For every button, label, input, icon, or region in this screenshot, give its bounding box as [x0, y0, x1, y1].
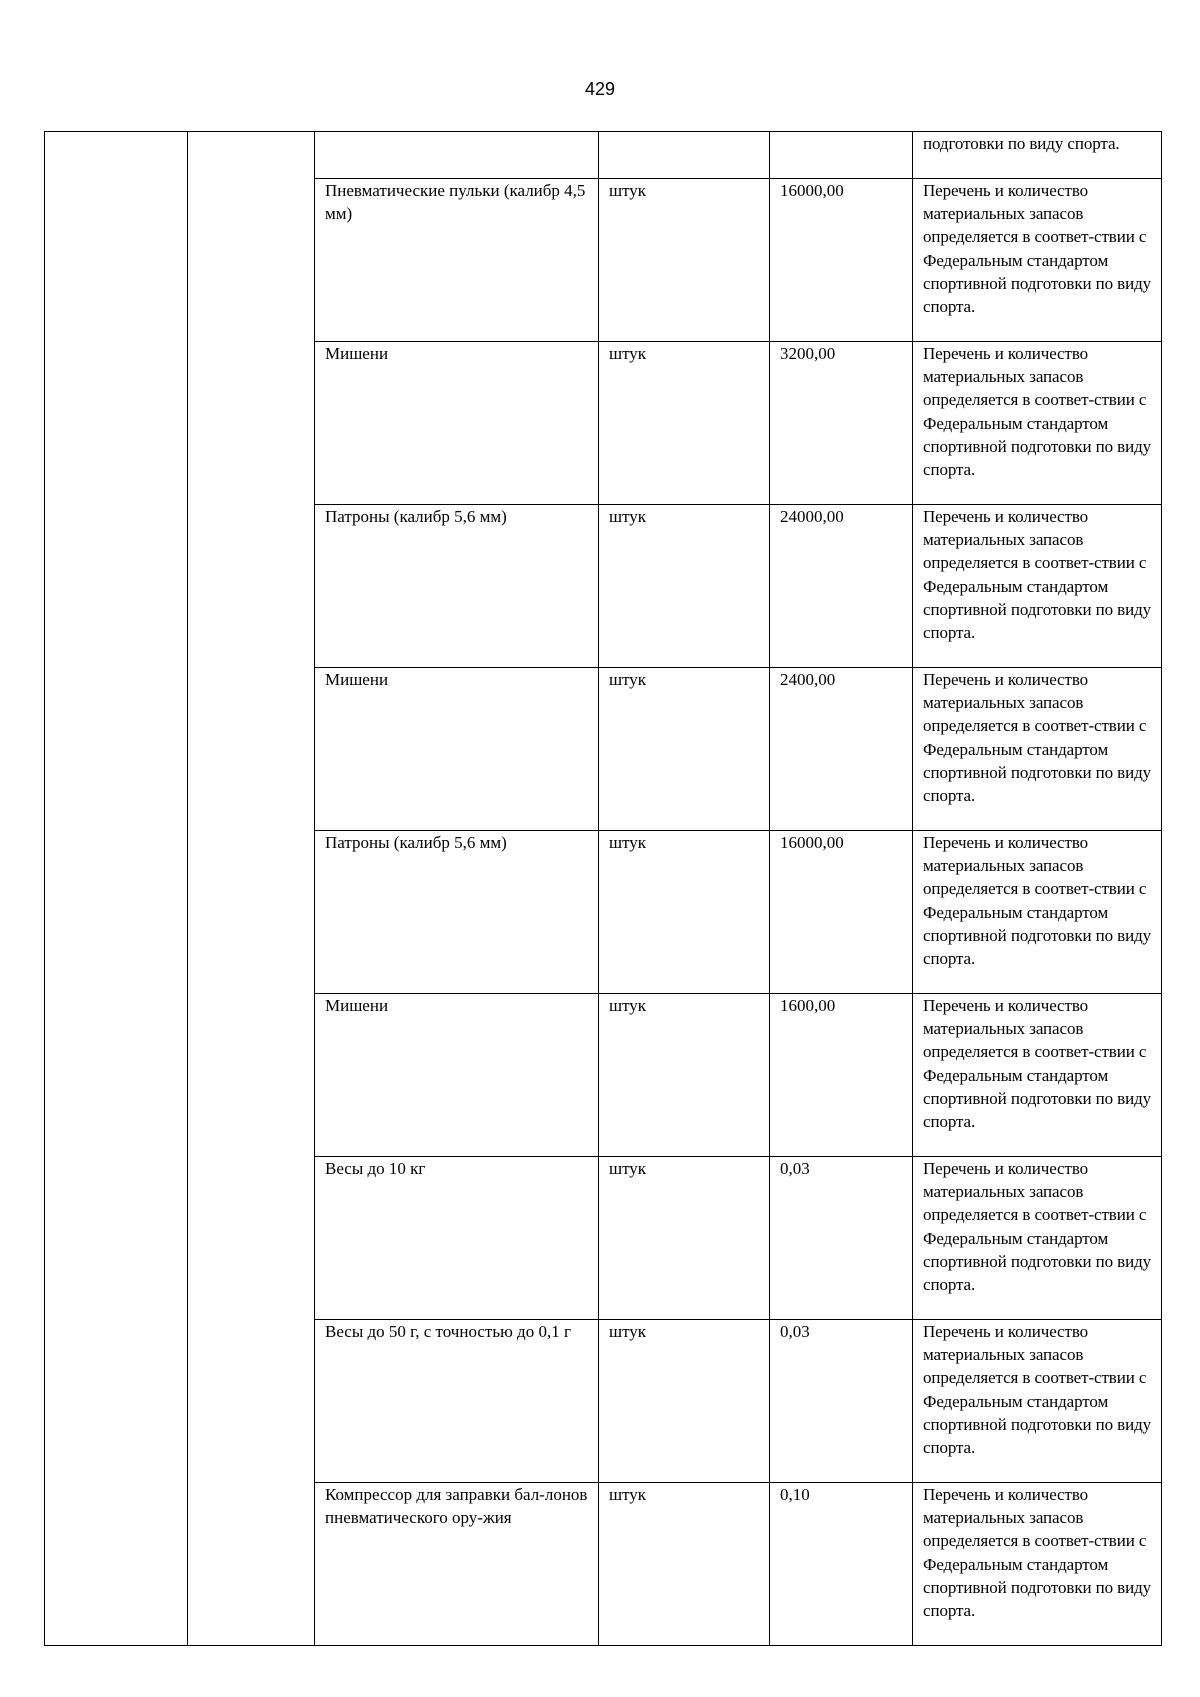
note-text: Перечень и количество материальных запасов определяется в соответ-ствии с Федеральным стандартом спортивной подготовки по виду спорта.: [923, 670, 1152, 806]
quantity-cell: 16000,00: [770, 831, 913, 994]
note-text: подготовки по виду спорта.: [923, 134, 1120, 153]
note-text: Перечень и количество материальных запасов определяется в соответ-ствии с Федеральным стандартом спортивной подготовки по виду спорта.: [923, 996, 1152, 1132]
note-text: Перечень и количество материальных запасов определяется в соответ-ствии с Федеральным стандартом спортивной подготовки по виду спорта.: [923, 833, 1152, 969]
quantity-cell: [770, 132, 913, 179]
item-name-cell: Патроны (калибр 5,6 мм): [315, 505, 599, 668]
quantity-cell: 0,10: [770, 1483, 913, 1646]
quantity-cell: 16000,00: [770, 179, 913, 342]
note-text: Перечень и количество материальных запасов определяется в соответ-ствии с Федеральным стандартом спортивной подготовки по виду спорта.: [923, 181, 1152, 317]
note-cell: [913, 994, 1162, 1157]
page-number: 429: [584, 79, 616, 99]
quantity-cell: 24000,00: [770, 505, 913, 668]
note-cell: [913, 668, 1162, 831]
unit-cell: штук: [599, 1157, 770, 1320]
item-name-cell: Весы до 50 г, с точностью до 0,1 г: [315, 1320, 599, 1483]
materials-table: [44, 131, 1162, 1646]
item-name-cell: Компрессор для заправки бал-лонов пневматического ору-жия: [315, 1483, 599, 1646]
quantity-cell: 0,03: [770, 1157, 913, 1320]
note-cell: [913, 1157, 1162, 1320]
item-name-cell: Патроны (калибр 5,6 мм): [315, 831, 599, 994]
item-name-cell: [315, 132, 599, 179]
note-text: Перечень и количество материальных запасов определяется в соответ-ствии с Федеральным стандартом спортивной подготовки по виду спорта.: [923, 344, 1152, 480]
quantity-cell: 3200,00: [770, 342, 913, 505]
note-text: Перечень и количество материальных запасов определяется в соответ-ствии с Федеральным стандартом спортивной подготовки по виду спорта.: [923, 1485, 1152, 1621]
merged-cell-col2: [188, 132, 315, 1646]
item-name-cell: Пневматические пульки (калибр 4,5 мм): [315, 179, 599, 342]
unit-cell: штук: [599, 505, 770, 668]
item-name-cell: Мишени: [315, 994, 599, 1157]
note-cell: [913, 179, 1162, 342]
merged-cell-col1: [45, 132, 188, 1646]
table-row-continuation: [45, 132, 1162, 179]
note-cell: [913, 505, 1162, 668]
note-cell: [913, 1320, 1162, 1483]
item-name-cell: Весы до 10 кг: [315, 1157, 599, 1320]
quantity-cell: 1600,00: [770, 994, 913, 1157]
item-name-cell: Мишени: [315, 342, 599, 505]
note-cell: [913, 342, 1162, 505]
note-cell: [913, 132, 1162, 179]
unit-cell: штук: [599, 342, 770, 505]
note-text: Перечень и количество материальных запасов определяется в соответ-ствии с Федеральным стандартом спортивной подготовки по виду спорта.: [923, 1159, 1152, 1295]
item-name-cell: Мишени: [315, 668, 599, 831]
note-cell: [913, 831, 1162, 994]
quantity-cell: 2400,00: [770, 668, 913, 831]
quantity-cell: 0,03: [770, 1320, 913, 1483]
unit-cell: штук: [599, 1483, 770, 1646]
unit-cell: штук: [599, 668, 770, 831]
unit-cell: [599, 132, 770, 179]
note-text: Перечень и количество материальных запасов определяется в соответ-ствии с Федеральным стандартом спортивной подготовки по виду спорта.: [923, 1322, 1152, 1458]
note-text: Перечень и количество материальных запасов определяется в соответ-ствии с Федеральным стандартом спортивной подготовки по виду спорта.: [923, 507, 1152, 643]
unit-cell: штук: [599, 994, 770, 1157]
note-cell: [913, 1483, 1162, 1646]
unit-cell: штук: [599, 1320, 770, 1483]
unit-cell: штук: [599, 179, 770, 342]
unit-cell: штук: [599, 831, 770, 994]
